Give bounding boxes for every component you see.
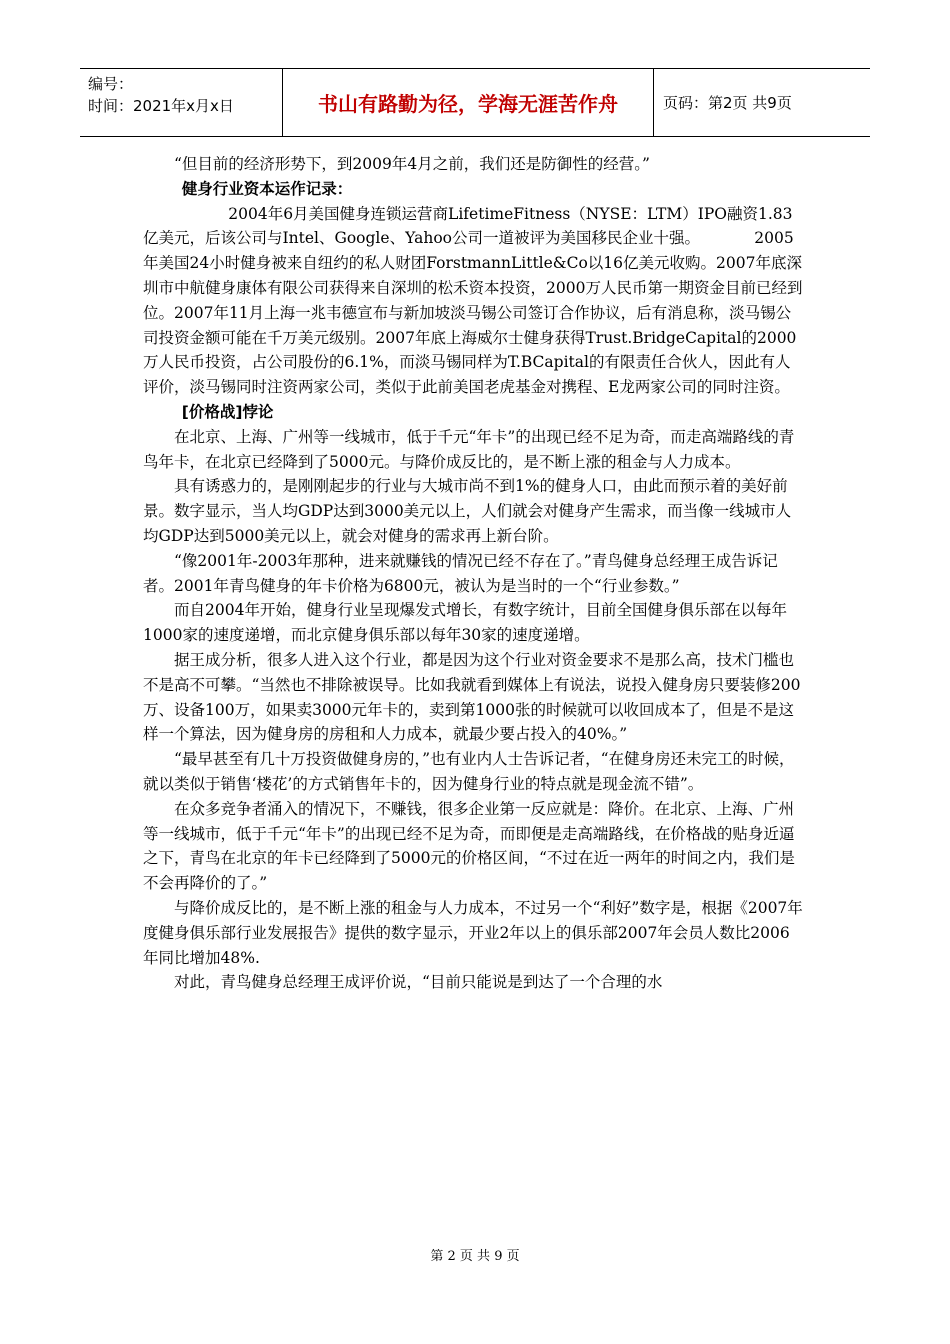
paragraph-price-war-1: 在北京、上海、广州等一线城市，低于千元“年卡”的出现已经不足为奇，而走高端路线的青鸟年卡，在北京已经降到了5000元。与降价成反比的，是不断上涨的租金与人力成本。 [143, 427, 795, 471]
header-motto: 书山有路勤为径，学海无涯苦作舟 [282, 69, 654, 136]
document-body [143, 152, 803, 995]
paragraph-price-war-9: 对此，青鸟健身总经理王成评价说，“目前只能说是到达了一个合理的水 [174, 973, 663, 992]
doc-number-label: 编号： [88, 75, 134, 93]
doc-time-label: 时间：2021年x月x日 [88, 97, 234, 115]
page-header [80, 68, 870, 137]
page-footer: 第 2 页 共 9 页 [430, 1249, 520, 1264]
header-meta [88, 73, 234, 117]
section-heading-capital: 健身行业资本运作记录： [181, 179, 353, 198]
paragraph-price-war-8: 与降价成反比的，是不断上涨的租金与人力成本，不过另一个“利好”数字是，根据《2007年度健身俱乐部行业发展报告》提供的数字显示，开业2年以上的俱乐部2007年会员人数比2006年同比增加48%. [143, 898, 803, 967]
paragraph-price-war-5: 据王成分析，很多人进入这个行业，都是因为这个行业对资金要求不是那么高，技术门槛也不是高不可攀。“当然也不排除被误导。比如我就看到媒体上有说法，说投入健身房只要装修200万、设备100万，如果卖3000元年卡的，卖到第1000张的时候就可以收回成本了，但是不是这样一个算法，因为健身房的房租和人力成本，就最少要占投入的40%。” [143, 650, 801, 744]
paragraph-price-war-6: “最早甚至有几十万投资做健身房的，”也有业内人士告诉记者，“在健身房还未完工的时候，就以类似于销售‘楼花’的方式销售年卡的，因为健身行业的特点就是现金流不错”。 [143, 750, 795, 793]
paragraph-price-war-7: 在众多竞争者涌入的情况下，不赚钱，很多企业第一反应就是：降价。在北京、上海、广州等一线城市，低于千元“年卡”的出现已经不足为奇，而即便是走高端路线，在价格战的贴身近逼之下，青鸟在北京的年卡已经降到了5000元的价格区间，“不过在近一两年的时间之内，我们是不会再降价的了。” [143, 799, 795, 893]
paragraph-quote-economy: “但目前的经济形势下，到2009年4月之前，我们还是防御性的经营。” [174, 155, 650, 173]
paragraph-capital-records: 2004年6月美国健身连锁运营商LifetimeFitness（NYSE：LTM）IPO融资1.83亿美元，后该公司与Intel、Google、Yahoo公司一道被评为美国移民企业十强。 2005年美国24小时健身被来自纽约的私人财团ForstmannLittle&Co以16亿美元收购。2007年底深圳市中航健身康体有限公司获得来自深圳的松禾资本投资，2000万人民币第一期资金目前已经到位。2007年11月上海一兆韦德宣布与新加坡淡马锡公司签订合作协议，后有消息称，淡马锡公司投资金额可能在千万美元级别。2007年底上海威尔士健身获得Trust.BridgeCapital的2000万人民币投资，占公司股份的6.1%，而淡马锡同样为T.BCapital的有限责任合伙人，因此有人评价，淡马锡同时注资两家公司，类似于此前美国老虎基金对携程、E龙两家公司的同时注资。 [143, 204, 803, 397]
paragraph-price-war-2: 具有诱惑力的，是刚刚起步的行业与大城市尚不到1%的健身人口，由此而预示着的美好前景。数字显示，当人均GDP达到3000美元以上，人们就会对健身产生需求，而当像一线城市人均GDP达到5000美元以上，就会对健身的需求再上新台阶。 [143, 477, 792, 545]
section-heading-price-war: [价格战]悖论 [181, 402, 274, 421]
paragraph-price-war-4: 而自2004年开始，健身行业呈现爆发式增长，有数字统计，目前全国健身俱乐部在以每年1000家的速度递增，而北京健身俱乐部以每年30家的速度递增。 [143, 601, 787, 645]
header-page-number: 页码：第2页 共9页 [663, 94, 792, 112]
paragraph-price-war-3: “像2001年-2003年那种，进来就赚钱的情况已经不存在了。”青鸟健身总经理王成告诉记者。2001年青鸟健身的年卡价格为6800元，被认为是当时的一个“行业参数。” [143, 551, 778, 595]
